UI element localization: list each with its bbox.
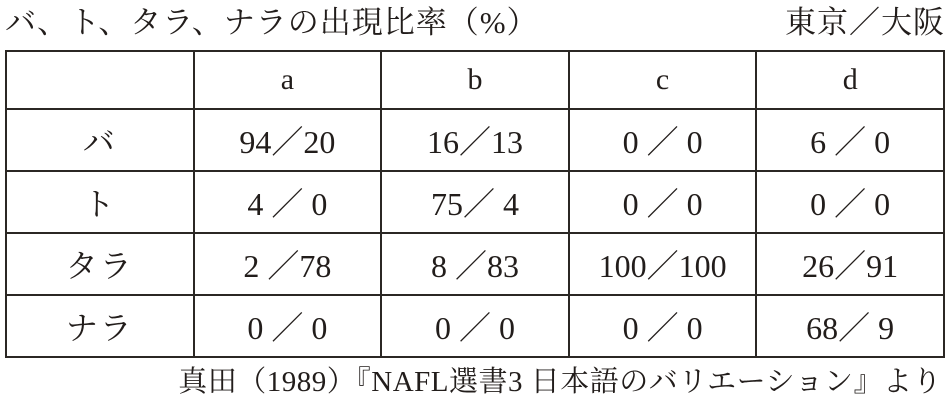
row-label: タラ (6, 233, 194, 295)
table-header-row (6, 51, 944, 109)
title-row (5, 2, 945, 48)
cell-value: 8 ／83 (381, 233, 569, 295)
row-label: ト (6, 171, 194, 233)
cell-value: 26／91 (756, 233, 944, 295)
cell-value: 0 ／ 0 (756, 171, 944, 233)
cell-value: 0 ／ 0 (569, 109, 757, 171)
column-header-d: d (756, 51, 944, 109)
cell-value: 0 ／ 0 (569, 171, 757, 233)
cell-value: 0 ／ 0 (381, 295, 569, 357)
occurrence-ratio-table (5, 50, 945, 358)
row-label: バ (6, 109, 194, 171)
cell-value: 0 ／ 0 (194, 295, 382, 357)
column-header-a: a (194, 51, 382, 109)
cell-value: 75／ 4 (381, 171, 569, 233)
column-header-b: b (381, 51, 569, 109)
table-row-tara (6, 233, 944, 295)
corner-cell (6, 51, 194, 109)
table-row-ba (6, 109, 944, 171)
cell-value: 68／ 9 (756, 295, 944, 357)
cell-value: 100／100 (569, 233, 757, 295)
cell-value: 4 ／ 0 (194, 171, 382, 233)
page-title: バ、ト、タラ、ナラの出現比率（%） (5, 5, 539, 40)
cell-value: 0 ／ 0 (569, 295, 757, 357)
column-header-c: c (569, 51, 757, 109)
source-citation: 真田（1989）『NAFL選書3 日本語のバリエーション』より (178, 366, 942, 398)
table-row-nara (6, 295, 944, 357)
title-legend-tokyo-osaka: 東京／大阪 (785, 5, 945, 40)
table-row-to (6, 171, 944, 233)
row-label: ナラ (6, 295, 194, 357)
cell-value: 16／13 (381, 109, 569, 171)
cell-value: 94／20 (194, 109, 382, 171)
cell-value: 2 ／78 (194, 233, 382, 295)
cell-value: 6 ／ 0 (756, 109, 944, 171)
